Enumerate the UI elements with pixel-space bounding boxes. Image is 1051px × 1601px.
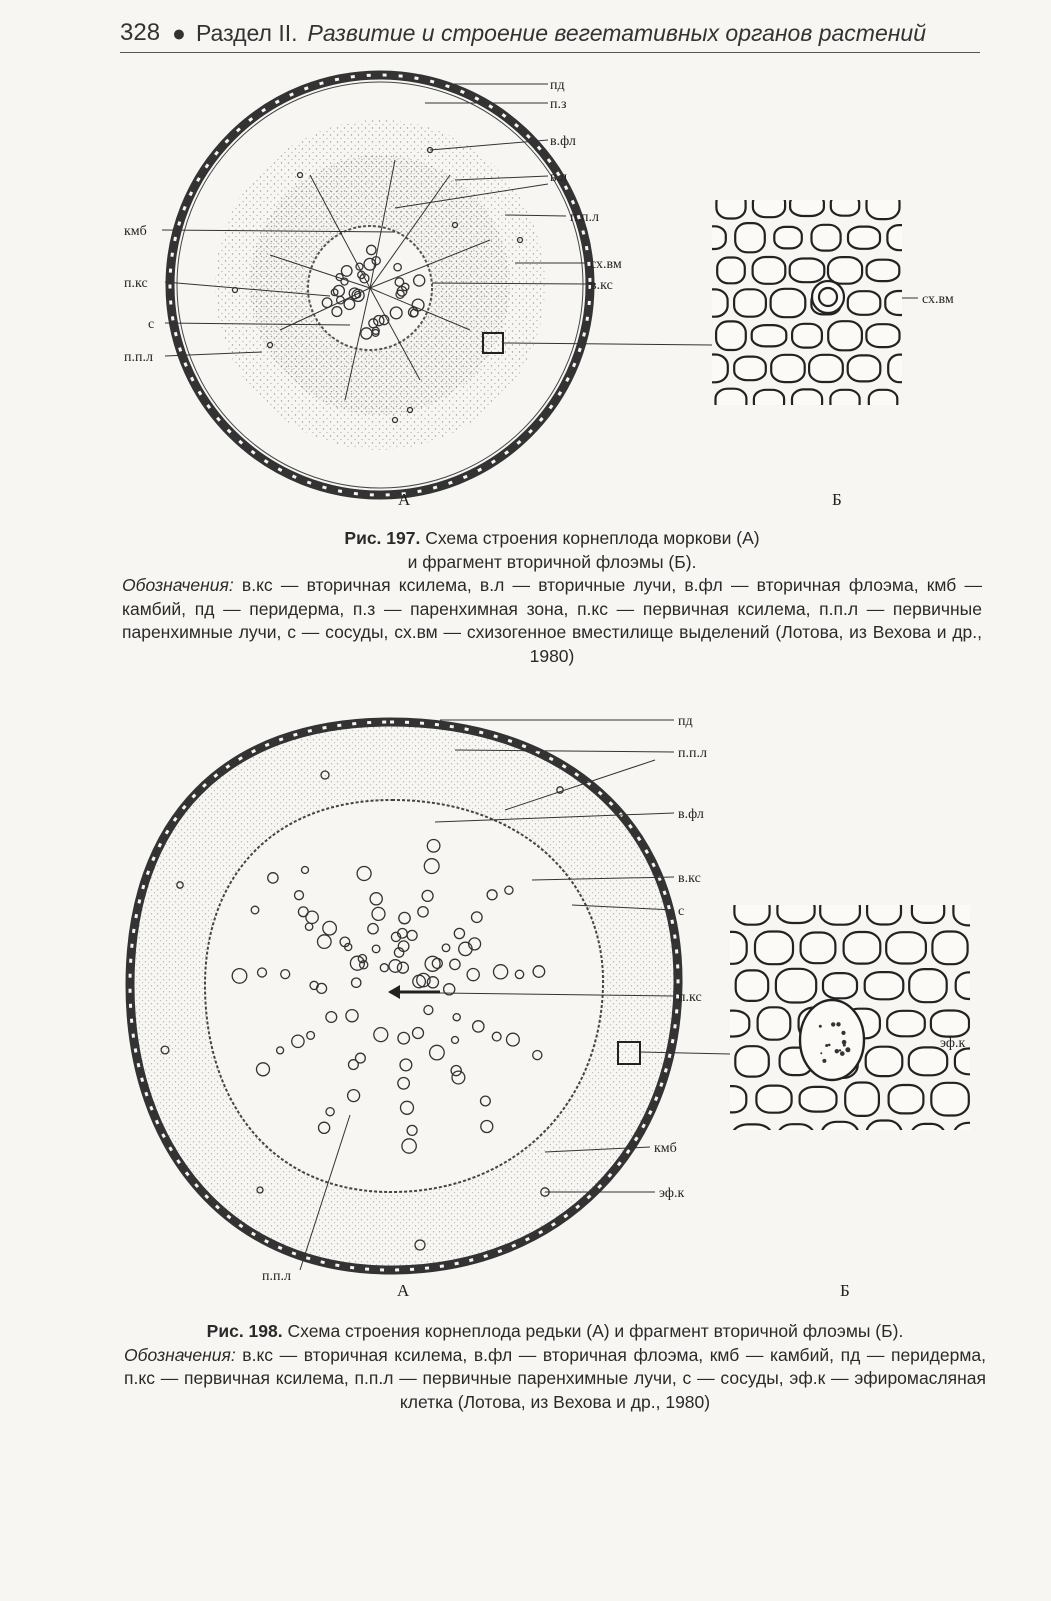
radish-phloem-fragment xyxy=(688,893,1013,1153)
section-title: Развитие и строение вегетативных органов растений xyxy=(307,19,926,46)
subfigure-b-label: Б xyxy=(832,490,842,509)
subfigure-a-label: А xyxy=(397,1281,410,1300)
figure-198-caption xyxy=(124,1320,986,1414)
caption-197-line1: Схема строения корнеплода моркови (А) xyxy=(425,528,760,548)
header-bullet: ● xyxy=(172,19,186,46)
label-schvm: сх.вм xyxy=(590,257,622,272)
label-kmb: кмб xyxy=(654,1141,677,1156)
label-vks: в.кс xyxy=(678,871,701,886)
carrot-phloem-fragment xyxy=(676,191,938,447)
label-vks: в.кс xyxy=(590,278,613,293)
label-ppl-left: п.п.л xyxy=(124,350,153,365)
figure-197-drawing xyxy=(0,60,1051,520)
label-ppl-top: п.п.л xyxy=(678,746,707,761)
caption-198-notation-label: Обозначения: xyxy=(124,1344,236,1365)
caption-197-line2: и фрагмент вторичной флоэмы (Б). xyxy=(407,551,697,572)
label-schvm-fragment: сх.вм xyxy=(922,292,954,307)
caption-198-line1: Схема строения корнеплода редьки (А) и фрагмент вторичной флоэмы (Б). xyxy=(287,1321,904,1341)
running-header xyxy=(120,14,980,53)
caption-197-label: Рис. 197. xyxy=(344,528,421,548)
label-kmb: кмб xyxy=(124,224,147,239)
figure-198-drawing xyxy=(0,700,1051,1310)
label-pks: п.кс xyxy=(678,990,702,1005)
label-ppl-right: п.п.л xyxy=(570,210,599,225)
caption-197-notation: в.кс — вторичная ксилема, в.л — вторичные лучи, в.фл — вторичная флоэма, кмб — камбий, пд — перидерма, п.з — паренхимная зона, п.кс — первичная ксилема, п.п.л — первичные паренхимные лучи, с — сосуды, сх.вм — схизогенное вместилище выделений (Лотова, из Вехова и др., 1980) xyxy=(122,575,982,666)
label-pd: пд xyxy=(678,714,693,729)
label-vl: в.л xyxy=(550,170,568,185)
label-pz: п.з xyxy=(550,97,567,112)
section-label: Раздел II. xyxy=(195,19,298,46)
subfigure-b-label: Б xyxy=(840,1281,850,1300)
subfigure-a-label: А xyxy=(398,490,411,509)
label-s: с xyxy=(148,317,155,332)
carrot-cross-section xyxy=(170,75,590,495)
caption-197-notation-label: Обозначения: xyxy=(122,575,234,595)
radish-cross-section xyxy=(130,722,678,1270)
figure-197-caption xyxy=(122,527,982,668)
label-vfl: в.фл xyxy=(678,807,704,822)
page-number: 328 xyxy=(120,19,161,46)
label-efk: эф.к xyxy=(659,1186,685,1201)
label-s: с xyxy=(678,904,685,919)
label-efk-fragment: эф.к xyxy=(940,1036,966,1051)
caption-198-notation: в.кс — вторичная ксилема, в.фл — вторичная флоэма, кмб — камбий, пд — перидерма, п.кс — первичная ксилема, п.п.л — первичные паренхимные лучи, с — сосуды, эф.к — эфиромасляная клетка (Лотова, из Вехова и др., 1980) xyxy=(124,1344,986,1412)
caption-198-label: Рис. 198. xyxy=(206,1321,283,1341)
label-pd: пд xyxy=(550,78,565,93)
label-pks: п.кс xyxy=(124,276,148,291)
label-ppl-bottom: п.п.л xyxy=(262,1269,291,1284)
label-vfl: в.фл xyxy=(550,134,576,149)
